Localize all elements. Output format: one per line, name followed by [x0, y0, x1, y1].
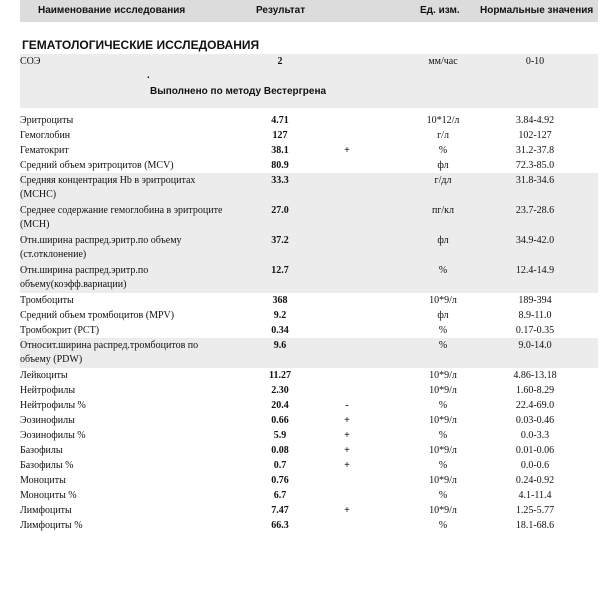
header-name: Наименование исследования: [38, 5, 186, 16]
row-name: Моноциты: [20, 475, 66, 486]
table-header: [20, 0, 598, 22]
row-name: Нейтрофилы %: [20, 400, 86, 411]
row-ref: 3.84-4.92: [515, 115, 555, 126]
row-value: 9.6: [273, 340, 287, 351]
row-name: Эозинофилы: [20, 415, 75, 426]
row-unit: 10*9/л: [429, 445, 457, 456]
row-value: 27.0: [271, 205, 289, 216]
row-flag: +: [344, 430, 350, 441]
row-value: 127: [272, 130, 288, 141]
row-name: Средний объем тромбоцитов (MPV): [20, 310, 175, 321]
row-unit: %: [438, 460, 448, 471]
row-flag: -: [345, 400, 349, 411]
row-name: Базофилы %: [20, 460, 74, 471]
row-ref: 0.03-0.46: [515, 415, 555, 426]
row-value: 38.1: [271, 145, 289, 156]
row-unit: 10*12/л: [426, 115, 460, 126]
row-ref: 18.1-68.6: [515, 520, 555, 531]
row-ref: 34.9-42.0: [515, 235, 555, 246]
row-ref: 1.25-5.77: [515, 505, 555, 516]
row-value: 0.34: [271, 325, 289, 336]
row-unit: %: [438, 400, 448, 411]
row-name: Лимфоциты %: [20, 520, 83, 531]
row-ref: 0.01-0.06: [515, 445, 555, 456]
row-name: Нейтрофилы: [20, 385, 76, 396]
row-unit: фл: [437, 310, 449, 321]
row-unit: пг/кл: [431, 205, 455, 216]
row-unit: %: [438, 520, 448, 531]
row-value: 9.2: [273, 310, 287, 321]
row-name: Среднее содержание гемоглобина в эритроците (MCH): [20, 205, 223, 230]
row-value: 12.7: [271, 265, 289, 276]
row-name: Отн.ширина распред.эритр.по объему(коэфф.вариации): [20, 265, 149, 290]
row-ref: 9.0-14.0: [518, 340, 552, 351]
row-unit: 10*9/л: [429, 370, 457, 381]
row-value: 7.47: [271, 505, 289, 516]
row-flag: +: [344, 145, 350, 156]
row-unit: %: [438, 325, 448, 336]
row-unit: фл: [437, 160, 449, 171]
method-dot: .: [147, 70, 150, 81]
row-ref: 23.7-28.6: [515, 205, 555, 216]
row-value: 4.71: [271, 115, 289, 126]
row-value: 0.7: [273, 460, 287, 471]
row-unit: %: [438, 265, 448, 276]
section-title: ГЕМАТОЛОГИЧЕСКИЕ ИССЛЕДОВАНИЯ: [22, 38, 260, 52]
row-ref: 189-394: [518, 295, 552, 306]
row-value: 5.9: [273, 430, 287, 441]
row-ref: 0.0-0.6: [520, 460, 550, 471]
row-flag: +: [344, 415, 350, 426]
row-unit: %: [438, 430, 448, 441]
row-name: Отн.ширина распред.эритр.по объему (ст.отклонение): [20, 235, 182, 260]
row-value: 20.4: [271, 400, 289, 411]
header-result: Результат: [256, 5, 306, 16]
row-name: Тромбокрит (PCT): [20, 325, 100, 336]
row-unit: %: [438, 340, 448, 351]
method-note: Выполнено по методу Вестергрена: [150, 86, 327, 97]
row-flag: +: [344, 460, 350, 471]
row-unit: 10*9/л: [429, 385, 457, 396]
row-ref: 102-127: [518, 130, 552, 141]
esr-unit: мм/час: [428, 56, 458, 67]
row-value: 80.9: [271, 160, 289, 171]
row-value: 66.3: [271, 520, 289, 531]
row-name: Эритроциты: [20, 115, 74, 126]
row-ref: 22.4-69.0: [515, 400, 555, 411]
esr-value: 2: [277, 56, 283, 67]
esr-name: СОЭ: [20, 56, 41, 67]
row-ref: 31.2-37.8: [515, 145, 555, 156]
row-unit: г/л: [437, 130, 449, 141]
row-name: Эозинофилы %: [20, 430, 86, 441]
row-ref: 0.24-0.92: [515, 475, 555, 486]
header-unit: Ед. изм.: [420, 5, 460, 16]
row-flag: +: [344, 445, 350, 456]
header-ref: Нормальные значения: [480, 5, 594, 16]
row-name: Лимфоциты: [20, 505, 72, 516]
row-unit: 10*9/л: [429, 505, 457, 516]
row-ref: 4.86-13.18: [513, 370, 557, 381]
row-ref: 8.9-11.0: [518, 310, 552, 321]
row-ref: 0.17-0.35: [515, 325, 555, 336]
row-ref: 12.4-14.9: [515, 265, 555, 276]
row-ref: 31.8-34.6: [515, 175, 555, 186]
row-ref: 0.0-3.3: [520, 430, 550, 441]
row-unit: г/дл: [434, 175, 452, 186]
row-unit: 10*9/л: [429, 475, 457, 486]
esr-ref: 0-10: [525, 56, 545, 67]
row-name: Гематокрит: [20, 145, 69, 156]
row-ref: 72.3-85.0: [515, 160, 555, 171]
row-value: 6.7: [273, 490, 287, 501]
row-name: Гемоглобин: [20, 130, 71, 141]
row-value: 0.66: [271, 415, 289, 426]
row-unit: 10*9/л: [429, 295, 457, 306]
row-unit: фл: [437, 235, 449, 246]
row-name: Средний объем эритроцитов (MCV): [20, 160, 174, 171]
row-name: Лейкоциты: [20, 370, 68, 381]
row-value: 11.27: [269, 370, 291, 381]
row-flag: +: [344, 505, 350, 516]
row-name: Базофилы: [20, 445, 63, 456]
row-value: 368: [272, 295, 288, 306]
row-name: Средняя концентрация Hb в эритроцитах (MCHC): [20, 175, 196, 200]
row-name: Относит.ширина распред.тромбоцитов по объему (PDW): [20, 340, 199, 365]
row-unit: %: [438, 145, 448, 156]
row-value: 2.30: [271, 385, 289, 396]
row-ref: 4.1-11.4: [518, 490, 552, 501]
row-unit: %: [438, 490, 448, 501]
row-value: 33.3: [271, 175, 289, 186]
row-name: Моноциты %: [20, 490, 77, 501]
row-ref: 1.60-8.29: [515, 385, 555, 396]
row-value: 0.76: [271, 475, 289, 486]
row-unit: 10*9/л: [429, 415, 457, 426]
row-value: 0.08: [271, 445, 289, 456]
row-name: Тромбоциты: [20, 295, 74, 306]
row-value: 37.2: [271, 235, 289, 246]
